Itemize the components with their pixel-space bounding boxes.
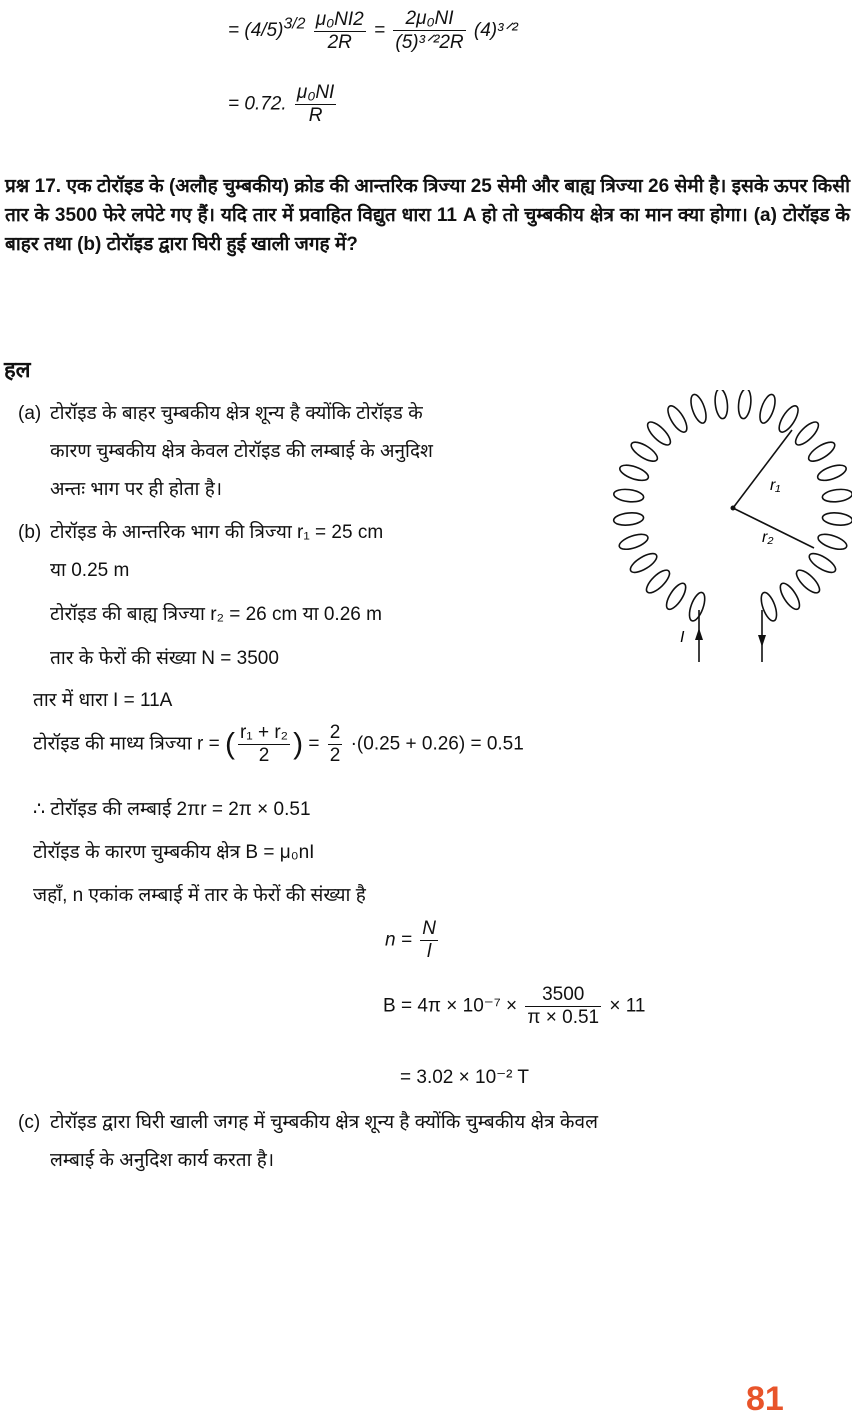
part-a-line: टोरॉइड के बाहर चुम्बकीय क्षेत्र शून्य है क्योंकि टोरॉइड के (50, 403, 423, 424)
coil-loop (688, 393, 709, 425)
question-17 (5, 172, 850, 259)
coil-loop (628, 550, 660, 576)
radius-r1-line (733, 430, 792, 508)
coil-loop (822, 511, 852, 526)
length-line: ∴ टोरॉइड की लम्बाई 2πr = 2π × 0.51 (33, 799, 311, 820)
radius-r2-line (733, 508, 814, 548)
eq1-tail: (4)³ᐟ² (473, 20, 518, 42)
r1-label: r₁ (770, 477, 781, 494)
part-b-line: टोरॉइड की बाह्य त्रिज्या r₂ = 26 cm या 0.26 m (50, 604, 382, 625)
r2-label: r₂ (762, 529, 774, 546)
coil-loop (664, 403, 690, 435)
eq1-frac2 (393, 8, 465, 54)
n-equation (385, 918, 441, 963)
coil-loop (757, 393, 778, 425)
arrow-up-icon (695, 628, 703, 640)
B-equation (383, 984, 646, 1029)
equation-2 (228, 82, 339, 127)
coil-loop (806, 439, 838, 465)
B-result: = 3.02 × 10⁻² T (400, 1067, 530, 1088)
arrow-down-icon (758, 635, 766, 647)
n-frac (420, 918, 438, 963)
num: 2μ₀NI (393, 8, 465, 31)
coil-loop (737, 390, 752, 419)
page-number: 81 (746, 1380, 784, 1418)
part-a-line: कारण चुम्बकीय क्षेत्र केवल टोरॉइड की लम्बाई के अनुदिश (50, 441, 433, 462)
B-lhs: B = 4π × 10⁻⁷ × (383, 995, 518, 1017)
coil-loop (816, 531, 848, 552)
part-c-label: (c) (18, 1112, 41, 1133)
eq2-frac (295, 82, 336, 127)
current-label: I (680, 629, 685, 646)
coil-loop (777, 580, 803, 612)
part-c (18, 1104, 598, 1180)
mean-radius-frac (238, 722, 290, 767)
part-c-line: लम्बाई के अनुदिश कार्य करता है। (50, 1150, 275, 1171)
B-tail: × 11 (609, 995, 646, 1017)
center-point (731, 506, 736, 511)
coil-loop (792, 419, 822, 449)
part-b-line: या 0.25 m (50, 560, 130, 581)
current-line: तार में धारा I = 11A (33, 690, 173, 711)
B-frac (525, 984, 601, 1029)
part-a (18, 395, 433, 509)
den: π × 0.51 (527, 1007, 600, 1028)
eq1-lhs: = (4/5) (228, 20, 284, 42)
den: 2 (329, 745, 341, 766)
coil-loop (643, 567, 673, 597)
coil-loop (618, 462, 650, 483)
coil-loop (628, 439, 660, 465)
mean-radius-frac2 (328, 722, 343, 767)
eq1-frac1 (314, 9, 366, 54)
coil-loop (776, 403, 802, 435)
den: 2 (258, 745, 270, 766)
coil-loop (793, 567, 823, 597)
part-b (18, 514, 383, 678)
coil-loop (822, 488, 852, 503)
coil-loop (686, 591, 708, 623)
where-line: जहाँ, n एकांक लम्बाई में तार के फेरों की संख्या है (33, 885, 366, 906)
n-lhs: n = (385, 929, 412, 951)
coil-loop (644, 419, 674, 449)
field-formula-line: टोरॉइड के कारण चुम्बकीय क्षेत्र B = μ₀nI (33, 842, 315, 863)
mean-radius-tail: ·(0.25 + 0.26) = 0.51 (350, 733, 524, 755)
num: 3500 (525, 984, 601, 1007)
coil-loop (663, 580, 689, 612)
num: μ₀NI2 (315, 8, 364, 30)
question-label: प्रश्न 17. (5, 176, 62, 197)
den: R (308, 105, 323, 126)
den: l (426, 941, 432, 962)
eq1-exp: 3/2 (283, 15, 306, 33)
eq2-lhs: = 0.72. (228, 93, 287, 115)
toroid-diagram (600, 390, 852, 670)
coil-loop (816, 462, 848, 483)
coil-loop (613, 511, 644, 526)
coil-loop (613, 488, 644, 503)
equation-1 (228, 8, 518, 54)
den: 2R (327, 31, 352, 53)
part-b-line: टोरॉइड के आन्तरिक भाग की त्रिज्या r₁ = 25 cm (50, 522, 384, 543)
den: (5)³ᐟ²2R (395, 32, 464, 53)
coil-loop (617, 531, 649, 552)
coil-loop (714, 390, 729, 419)
coil-loop (806, 550, 838, 576)
equals: = (308, 733, 320, 755)
part-c-line: टोरॉइड द्वारा घिरी खाली जगह में चुम्बकीय क्षेत्र शून्य है क्योंकि चुम्बकीय क्षेत्र केवल (50, 1112, 598, 1133)
part-a-line: अन्तः भाग पर ही होता है। (50, 479, 223, 500)
num: r₁ + r₂ (239, 722, 289, 743)
question-text: एक टोरॉइड के (अलौह चुम्बकीय) क्रोड की आन्तरिक त्रिज्या 25 सेमी और बाह्य त्रिज्या 26 सेमी है। इसके ऊपर किसी तार के 3500 फेरे लपेटे गए हैं। यदि तार में प्रवाहित विद्युत धारा 11 A हो तो चुम्बकीय क्षेत्र का मान क्या होगा। (a) टोरॉइड के बाहर तथा (b) टोरॉइड द्वारा घिरी हुई खाली जगह में? (5, 176, 851, 255)
part-b-label: (b) (18, 522, 42, 543)
mean-radius-line: टोरॉइड की माध्य त्रिज्या r = ( $\frac{\text{r₁ + r₂}}{2}$ ) = $\frac{2}{2}$ ·(0.25 + 0.26) = 0.51 (33, 722, 524, 766)
num: 2 (329, 722, 341, 743)
part-a-label: (a) (18, 403, 42, 424)
mean-radius-text: टोरॉइड की माध्य त्रिज्या r = (33, 733, 220, 755)
part-b-line: तार के फेरों की संख्या N = 3500 (50, 648, 279, 669)
num: N (422, 918, 436, 939)
equals: = (374, 20, 386, 42)
num: μ₀NI (296, 82, 335, 103)
solution-heading: हल (4, 357, 31, 382)
